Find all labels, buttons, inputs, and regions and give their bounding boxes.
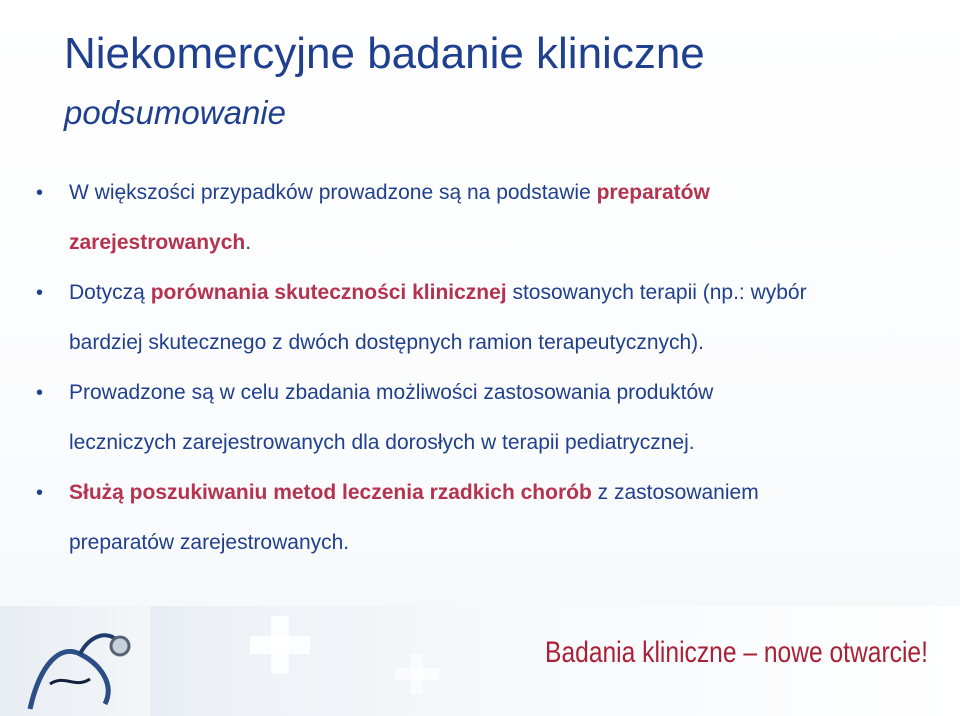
slide-title: Niekomercyjne badanie kliniczne: [64, 29, 705, 78]
bullet-line: preparatów zarejestrowanych.: [69, 531, 350, 554]
bullet-line: leczniczych zarejestrowanych dla dorosłych w terapii pediatrycznej.: [69, 431, 695, 454]
bullet-line: bardziej skutecznego z dwóch dostępnych ramion terapeutycznych).: [69, 331, 705, 354]
bullet-emphasis: zarejestrowanych: [69, 231, 246, 254]
footer-slogan: Badania kliniczne – nowe otwarcie!: [545, 636, 928, 669]
bullet-item: [36, 468, 916, 568]
bullet-emphasis: Służą poszukiwaniu metod leczenia rzadkich chorób: [69, 481, 592, 504]
bullet-icon: •: [36, 182, 44, 204]
bullet-text: stosowanych terapii (np.: wybór: [506, 281, 807, 304]
bullet-text: z zastosowaniem: [591, 481, 759, 504]
bullet-item: [36, 168, 916, 268]
footer-banner: [0, 606, 960, 716]
bullet-text: Dotyczą: [69, 281, 151, 304]
bullet-line: [69, 168, 916, 218]
bullet-text: W większości przypadków prowadzone są na podstawie: [69, 181, 597, 204]
slide-subtitle: podsumowanie: [64, 94, 286, 131]
bullet-icon: •: [36, 282, 44, 304]
bullet-icon: •: [36, 482, 44, 504]
medical-cross-icon: [411, 654, 423, 694]
bullet-item: [36, 268, 916, 368]
stethoscope-icon: [20, 624, 140, 714]
bullet-line: Prowadzone są w celu zbadania możliwości zastosowania produktów: [69, 381, 714, 404]
bullet-list: [36, 168, 916, 568]
bullet-line: [69, 468, 916, 518]
bullet-icon: •: [36, 382, 44, 404]
bullet-line: [69, 268, 916, 318]
bullet-emphasis: porównania skuteczności klinicznej: [150, 281, 507, 304]
bullet-item: [36, 368, 916, 468]
bullet-text: .: [245, 231, 252, 254]
bullet-emphasis: preparatów: [596, 181, 710, 204]
medical-cross-icon: [271, 616, 289, 674]
bullet-line: [69, 218, 916, 268]
